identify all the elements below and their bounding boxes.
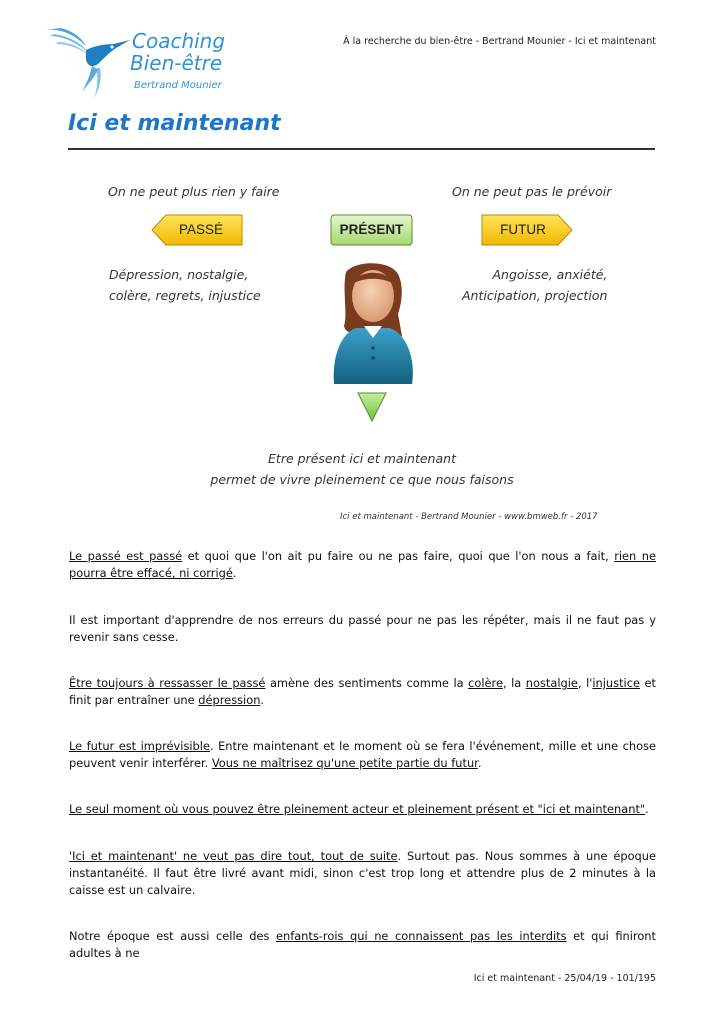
logo xyxy=(42,22,242,102)
paragraph-6 xyxy=(69,848,656,899)
down-arrow-icon xyxy=(357,392,387,422)
text-span: et quoi que l'on ait pu faire ou ne pas faire, quoi que l'on nous a fait, xyxy=(182,549,615,563)
text-span: . xyxy=(232,566,237,580)
diagram-conclusion xyxy=(0,448,724,490)
text-span: , l' xyxy=(577,676,593,690)
underlined-text: rien ne pourra être effacé, ni corrigé xyxy=(69,549,656,580)
page-footer: Ici et maintenant - 25/04/19 - 101/195 xyxy=(473,973,656,984)
present-badge xyxy=(330,214,413,246)
paragraph-2: Il est important d'apprendre de nos erreurs du passé pour ne pas les répéter, mais il ne faut pas y revenir sans cesse. xyxy=(69,613,656,644)
logo-text-line1: Coaching xyxy=(132,29,226,53)
hummingbird-logo-icon xyxy=(42,22,134,102)
text-span: . xyxy=(477,756,482,770)
paragraph-7 xyxy=(69,928,656,962)
text-span: . Surtout pas. Nous sommes à une époque instantanéité. Il faut être livré avant midi, sinon c'est trop long et attendre plus de 2 minutes à la caisse est un calvaire. xyxy=(69,849,656,897)
underlined-text: Vous ne maîtrisez qu'une petite partie du futur xyxy=(211,756,478,770)
underlined-text: Le seul moment où vous pouvez être pleinement acteur et pleinement présent et "ici et maintenant" xyxy=(69,802,646,816)
underlined-text: colère xyxy=(468,676,503,690)
underlined-text: Être toujours à ressasser le passé xyxy=(69,676,266,690)
future-emotions-line2: Anticipation, projection xyxy=(462,288,608,303)
underlined-text: dépression xyxy=(198,693,261,707)
logo-text-line2: Bien-être xyxy=(130,51,223,75)
future-emotions xyxy=(462,264,607,306)
past-emotions-line1: Dépression, nostalgie, xyxy=(109,267,249,282)
past-emotions xyxy=(109,264,261,306)
paragraph-4 xyxy=(69,738,656,772)
text-span: . xyxy=(645,802,649,816)
paragraph-3 xyxy=(69,675,656,709)
text-span: et qui finiront adultes à ne xyxy=(69,929,656,960)
text-span: . Entre maintenant et le moment où se fera l'événement, mille et une chose peuvent venir interférer. xyxy=(69,739,656,770)
underlined-text: injustice xyxy=(592,676,640,690)
page-title: Ici et maintenant xyxy=(68,111,281,136)
logo-text-author: Bertrand Mounier xyxy=(134,80,222,91)
present-label: PRÉSENT xyxy=(339,222,404,237)
diagram-credit: Ici et maintenant - Bertrand Mounier - www.bmweb.fr - 2017 xyxy=(340,512,598,522)
text-span: , la xyxy=(502,676,526,690)
text-span: et finit par entraîner une xyxy=(69,676,656,707)
underlined-text: enfants-rois qui ne connaissent pas les interdits xyxy=(275,929,567,943)
past-emotions-line2: colère, regrets, injustice xyxy=(109,288,261,303)
paragraph-5 xyxy=(69,801,656,818)
future-badge xyxy=(481,214,573,246)
title-divider xyxy=(68,148,655,150)
future-emotions-line1: Angoisse, anxiété, xyxy=(492,267,608,282)
text-span: Notre époque est aussi celle des xyxy=(69,929,276,943)
running-header: À la recherche du bien-être - Bertrand Mounier - Ici et maintenant xyxy=(343,36,656,47)
person-icon xyxy=(328,262,418,384)
underlined-text: Le passé est passé xyxy=(69,549,183,563)
paragraph-1 xyxy=(69,548,656,582)
underlined-text: 'Ici et maintenant' ne veut pas dire tout, tout de suite xyxy=(69,849,398,863)
conclusion-line1: Etre présent ici et maintenant xyxy=(268,451,456,466)
text-span: . xyxy=(260,693,265,707)
underlined-text: nostalgie xyxy=(525,676,578,690)
underlined-text: Le futur est imprévisible xyxy=(69,739,210,753)
future-caption: On ne peut pas le prévoir xyxy=(452,184,612,199)
past-badge xyxy=(151,214,243,246)
past-label: PASSÉ xyxy=(178,222,224,237)
text-span: amène des sentiments comme la xyxy=(265,676,469,690)
past-caption: On ne peut plus rien y faire xyxy=(108,184,280,199)
future-label: FUTUR xyxy=(500,222,546,237)
conclusion-line2: permet de vivre pleinement ce que nous faisons xyxy=(210,472,514,487)
